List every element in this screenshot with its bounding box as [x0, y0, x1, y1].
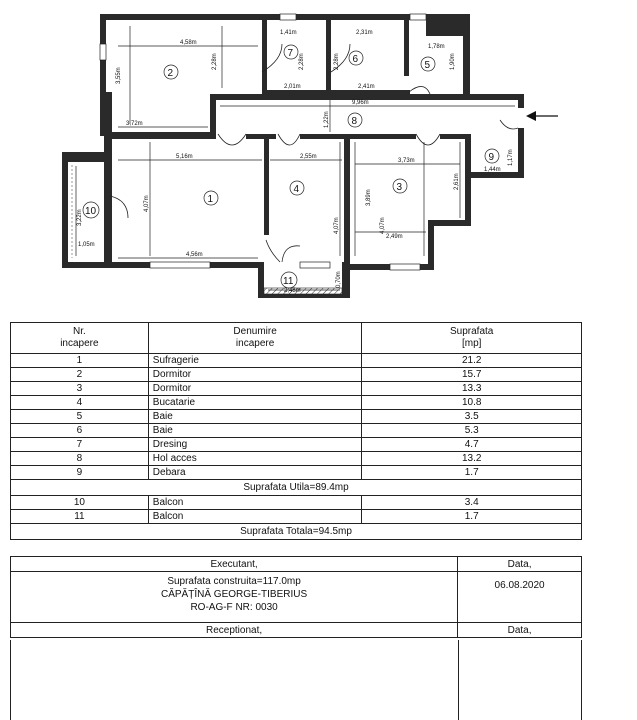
- header-denumire: Denumire incapere: [148, 323, 362, 354]
- dim-r5-top: 1,78m: [428, 44, 445, 50]
- dim-r9-side: 1,17m: [508, 149, 514, 166]
- footer-divider: [458, 640, 459, 720]
- room-number-4: 4: [293, 184, 300, 195]
- header-suprafata: Suprafata [mp]: [362, 323, 582, 354]
- dim-r3-bottom: 2,49m: [386, 234, 403, 240]
- table-row: 5 Baie 3.5: [11, 410, 582, 424]
- dim-r4-side: 4,07m: [334, 217, 340, 234]
- table-row: 6 Baie 5.3: [11, 424, 582, 438]
- executant-name: CĂPĂȚÎNĂ GEORGE-TIBERIUS: [161, 589, 308, 600]
- table-row: 10 Balcon 3.4: [11, 496, 582, 510]
- dim-r10-bottom: 1,05m: [78, 242, 95, 248]
- table-row: 7 Dresing 4.7: [11, 438, 582, 452]
- dim-r3-mid: 4,07m: [380, 217, 386, 234]
- room-number-5: 5: [424, 60, 431, 71]
- room-number-10: 10: [85, 206, 97, 217]
- dim-r2-bottom: 3,72m: [126, 121, 143, 127]
- room-number-8: 8: [351, 116, 358, 127]
- dim-r3-left: 3,89m: [366, 189, 372, 206]
- plan-windows: [72, 14, 426, 294]
- executant-data-label: Data,: [458, 557, 582, 572]
- table-row: 4 Bucatarie 10.8: [11, 396, 582, 410]
- useful-area-row: [11, 480, 582, 496]
- footer-left-border: [10, 640, 11, 720]
- table-row: 11 Balcon 1.7: [11, 510, 582, 524]
- dim-r3-right: 2,61m: [454, 173, 460, 190]
- authorization-number: RO-AG-F NR: 0030: [190, 602, 278, 613]
- room-number-9: 9: [488, 152, 495, 163]
- table-header-row: [11, 323, 582, 354]
- room-number-3: 3: [396, 182, 403, 193]
- dim-r11-side: 0,70m: [336, 271, 342, 288]
- entrance-arrow-icon: [526, 111, 558, 121]
- rooms-table: [10, 322, 582, 540]
- dim-r7-side: 2,28m: [299, 53, 305, 70]
- dim-hall-side: 1,22m: [324, 111, 330, 128]
- dim-r5-side: 1,90m: [450, 53, 456, 70]
- dim-r10-side: 3,22m: [77, 209, 83, 226]
- table-row: 2 Dormitor 15.7: [11, 368, 582, 382]
- total-area-row: [11, 524, 582, 540]
- room-number-6: 6: [352, 54, 359, 65]
- total-area-text: Suprafata Totala=94.5mp: [11, 524, 582, 540]
- table-row: 9 Debara 1.7: [11, 466, 582, 480]
- dim-r6-top: 2,31m: [356, 30, 373, 36]
- dim-r9-bottom: 1,44m: [484, 167, 501, 173]
- table-row: 3 Dormitor 13.3: [11, 382, 582, 396]
- dim-r1-top: 5,16m: [176, 154, 193, 160]
- dim-r2-left: 3,55m: [116, 67, 122, 84]
- receptionat-label: Receptionat,: [11, 623, 458, 638]
- dim-r1-bottom: 4,56m: [186, 252, 203, 258]
- room-number-2: 2: [167, 68, 174, 79]
- executant-date: 06.08.2020: [458, 572, 582, 623]
- receptionat-data-label: Data,: [458, 623, 582, 638]
- room-number-1: 1: [207, 194, 214, 205]
- executant-details: [11, 572, 458, 623]
- dim-r11-bottom: 2,45m: [284, 288, 301, 294]
- useful-area-text: Suprafata Utila=89.4mp: [11, 480, 582, 496]
- dim-r1-side: 4,07m: [144, 195, 150, 212]
- built-area-text: Suprafata construita=117.0mp: [167, 576, 301, 587]
- table-row: 8 Hol acces 13.2: [11, 452, 582, 466]
- footer-right-border: [581, 640, 582, 720]
- room-markers: [83, 45, 499, 288]
- dim-r2-top: 4,58m: [180, 40, 197, 46]
- executant-label: Executant,: [11, 557, 458, 572]
- dim-r6-side: 2,28m: [334, 53, 340, 70]
- floor-plan: [0, 0, 637, 310]
- dim-r6-bottom: 2,41m: [358, 84, 375, 90]
- dim-r7-bottom: 2,01m: [284, 84, 301, 90]
- dim-r2-right: 2,28m: [212, 53, 218, 70]
- room-number-11: 11: [283, 276, 294, 287]
- room-number-7: 7: [287, 48, 294, 59]
- dim-r7-top: 1,41m: [280, 30, 297, 36]
- dim-r3-top: 3,73m: [398, 158, 415, 164]
- table-row: 1 Sufragerie 21.2: [11, 354, 582, 368]
- dim-hall-top: 9,96m: [352, 100, 369, 106]
- dim-r4-top: 2,55m: [300, 154, 317, 160]
- header-nr: Nr. incapere: [11, 323, 149, 354]
- executant-block: [10, 556, 582, 638]
